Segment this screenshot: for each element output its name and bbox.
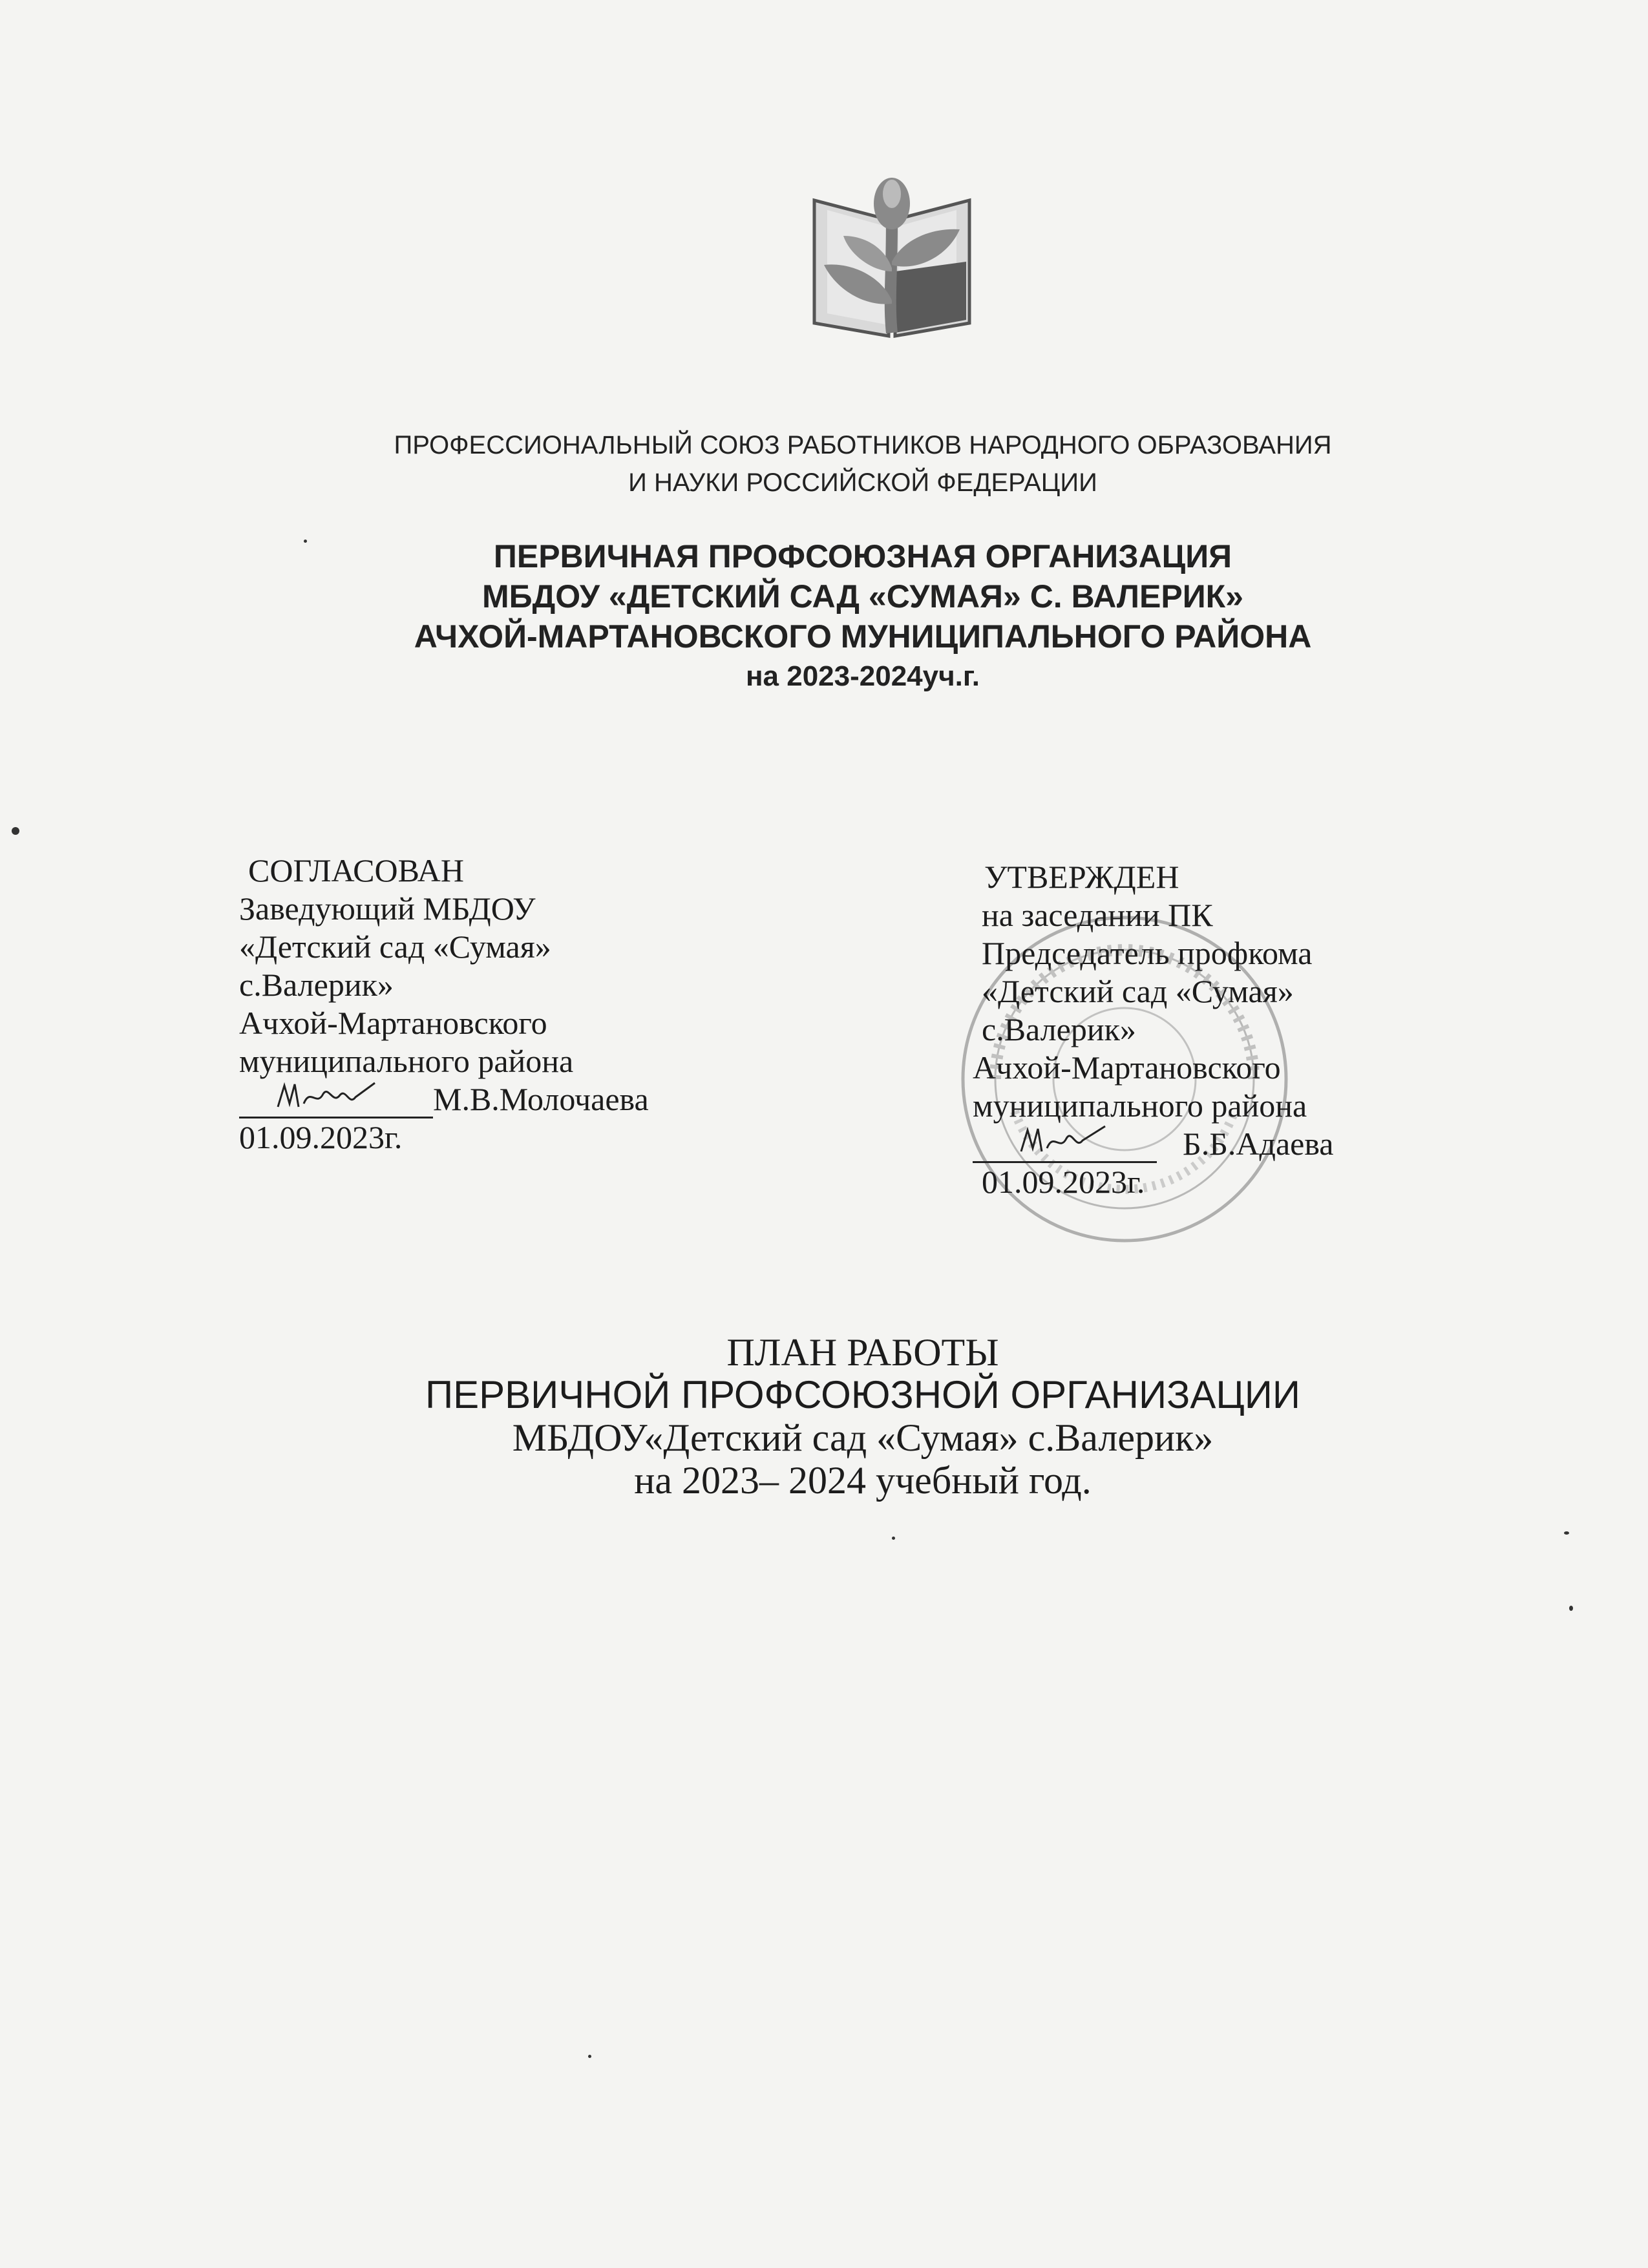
plan-title-line: на 2023– 2024 учебный год. — [634, 1459, 1092, 1502]
signature-row — [973, 1125, 1503, 1163]
approval-line: муниципального района — [973, 1087, 1307, 1124]
scan-speck — [588, 2055, 591, 2058]
approval-line: Заведующий МБДОУ — [239, 890, 536, 927]
union-title — [0, 426, 1648, 501]
scan-speck — [1569, 1606, 1573, 1611]
organization-title — [0, 536, 1648, 697]
union-title-line: И НАУКИ РОССИЙСКОЙ ФЕДЕРАЦИИ — [628, 468, 1097, 497]
approval-date: 01.09.2023г. — [239, 1119, 403, 1155]
approval-heading: УТВЕРЖДЕН — [984, 859, 1179, 895]
signature-row — [239, 1080, 769, 1118]
approval-line: Ачхой-Мартановского — [973, 1049, 1281, 1086]
approval-line: «Детский сад «Сумая» — [982, 973, 1294, 1009]
signature-line — [973, 1126, 1157, 1163]
organization-title-line: ПЕРВИЧНАЯ ПРОФСОЮЗНАЯ ОРГАНИЗАЦИЯ — [493, 538, 1232, 574]
approval-heading: СОГЛАСОВАН — [248, 852, 465, 888]
trade-union-logo-icon — [801, 174, 982, 349]
union-title-line: ПРОФЕССИОНАЛЬНЫЙ СОЮЗ РАБОТНИКОВ НАРОДНОГО ОБРАЗОВАНИЯ — [394, 431, 1332, 459]
organization-period: на 2023-2024уч.г. — [745, 660, 980, 692]
scan-speck — [892, 1537, 895, 1540]
organization-title-line: АЧХОЙ-МАРТАНОВСКОГО МУНИЦИПАЛЬНОГО РАЙОНА — [414, 618, 1312, 655]
organization-title-line: МБДОУ «ДЕТСКИЙ САД «СУМАЯ» С. ВАЛЕРИК» — [482, 578, 1243, 614]
handwritten-signature-icon — [986, 1122, 1115, 1161]
plan-title-line: ПЛАН РАБОТЫ — [726, 1331, 999, 1374]
scan-speck — [304, 540, 307, 543]
approval-date: 01.09.2023г. — [982, 1164, 1145, 1200]
signer-name: М.В.Молочаева — [433, 1081, 649, 1117]
approval-line: на заседании ПК — [982, 897, 1213, 933]
plan-title-line: ПЕРВИЧНОЙ ПРОФСОЮЗНОЙ ОРГАНИЗАЦИИ — [425, 1373, 1301, 1416]
plan-title — [0, 1331, 1648, 1502]
signature-line — [239, 1082, 433, 1118]
approval-line: муниципального района — [239, 1043, 574, 1079]
signer-name: Б.Б.Адаева — [1183, 1126, 1334, 1162]
approval-line: Ачхой-Мартановского — [239, 1005, 547, 1041]
approval-line: с.Валерик» — [982, 1011, 1136, 1047]
approval-line: с.Валерик» — [239, 967, 394, 1003]
approval-line: Председатель профкома — [982, 935, 1313, 971]
plan-title-line: МБДОУ«Детский сад «Сумая» с.Валерик» — [512, 1416, 1214, 1459]
scan-speck — [1564, 1531, 1569, 1535]
approval-block-agreed — [239, 852, 769, 1157]
handwritten-signature-icon — [252, 1078, 381, 1117]
approval-line: «Детский сад «Сумая» — [239, 929, 551, 965]
approval-block-approved — [973, 858, 1503, 1201]
scan-speck — [12, 827, 19, 835]
